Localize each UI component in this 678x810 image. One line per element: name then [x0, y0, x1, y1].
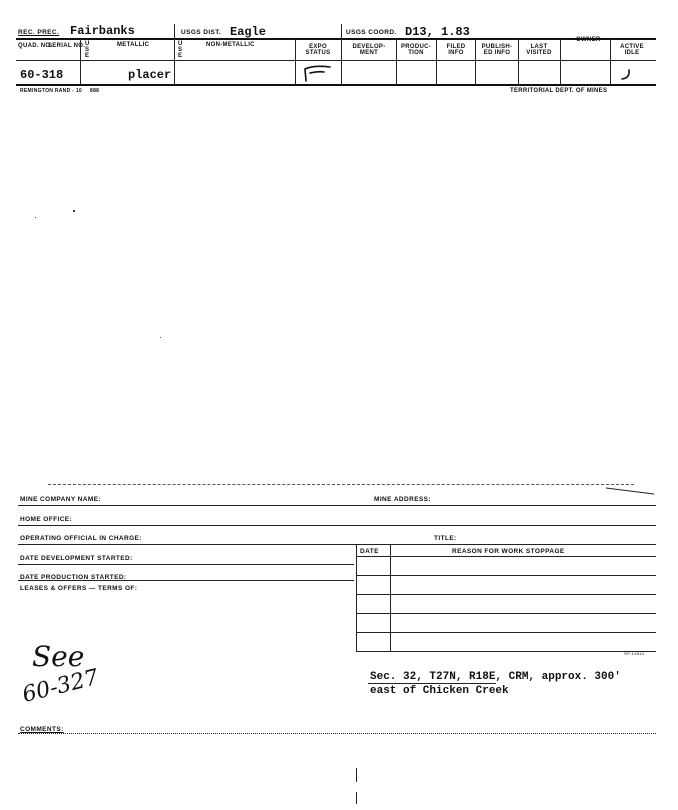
metallic-value: placer [128, 68, 172, 82]
production-label: PRODUC- TION [400, 44, 432, 56]
col-divider [610, 39, 611, 84]
date-development-rule [18, 564, 354, 565]
rec-prec-label: REC. PREC. [18, 29, 60, 36]
comments-rule [18, 733, 656, 734]
location-underline [368, 683, 496, 684]
comments-label: COMMENTS: [20, 726, 64, 733]
nonmetallic-label: NON-METALLIC [206, 42, 255, 48]
published-info-label: PUBLISH- ED INFO [481, 44, 513, 56]
col-divider [174, 24, 175, 84]
header-bottom-rule [16, 84, 656, 86]
card-footer-right: TERRITORIAL DEPT. OF MINES [510, 88, 608, 94]
card-footer-left: REMINGTON RAND - 10 [20, 88, 83, 94]
active-idle-label: ACTIVE IDLE [620, 44, 644, 56]
form-corner-stroke [604, 486, 656, 496]
table-header-rule [356, 556, 656, 557]
col-divider [475, 39, 476, 84]
filed-info-label: FILED INFO [446, 44, 466, 56]
handwritten-see: See [32, 640, 85, 673]
table-date-divider [390, 544, 391, 652]
col-divider [560, 39, 561, 84]
rec-prec-value: Fairbanks [70, 24, 135, 38]
home-office-label: HOME OFFICE: [20, 516, 73, 523]
development-label: DEVELOP- MENT [352, 44, 386, 56]
table-row-rule [356, 613, 656, 614]
use-letters-metallic: U S E [85, 41, 90, 59]
date-production-rule [18, 580, 354, 581]
title-label: TITLE: [434, 535, 457, 542]
handwritten-reference: 60-327 [19, 665, 102, 708]
form-number: SP-14814 [624, 651, 645, 656]
quad-label: QUAD. NO. [18, 43, 53, 49]
metallic-label: METALLIC [117, 42, 150, 48]
reason-column-header: REASON FOR WORK STOPPAGE [452, 548, 565, 555]
table-row-rule [356, 575, 656, 576]
date-development-label: DATE DEVELOPMENT STARTED: [20, 555, 133, 562]
mine-address-label: MINE ADDRESS: [374, 496, 431, 503]
usgs-dist-value: Eagle [230, 25, 267, 39]
quad-serial-value: 60-318 [20, 68, 64, 82]
location-line-1: Sec. 32, T27N, R18E, CRM, approx. 300' [370, 671, 621, 683]
table-left-border [356, 544, 357, 652]
speck [160, 337, 161, 338]
col-divider [518, 39, 519, 84]
operating-official-label: OPERATING OFFICIAL IN CHARGE: [20, 535, 142, 542]
col-divider [396, 39, 397, 84]
date-column-header: DATE [360, 548, 379, 555]
mine-company-rule [18, 505, 656, 506]
col-divider [295, 39, 296, 84]
active-idle-mark-icon [616, 66, 636, 82]
col-divider [436, 39, 437, 84]
table-row-rule [356, 632, 656, 633]
operating-official-rule [18, 544, 656, 545]
speck [35, 217, 36, 218]
use-letters-nonmetallic: U S E [178, 41, 183, 59]
bottom-tick [356, 768, 357, 782]
expo-status-label: EXPO STATUS [305, 44, 331, 56]
col-divider [341, 24, 342, 84]
speck [73, 210, 75, 212]
home-office-rule [18, 525, 656, 526]
col-divider [80, 39, 81, 84]
location-line-2: east of Chicken Creek [370, 685, 509, 697]
card-footer-code: 888 [90, 88, 100, 94]
usgs-coord-label: USGS COORD. [346, 29, 397, 36]
date-production-label: DATE PRODUCTION STARTED: [20, 574, 127, 581]
table-row-rule [356, 594, 656, 595]
usgs-coord-value: D13, 1.83 [405, 25, 470, 39]
last-visited-label: LAST VISITED [526, 44, 552, 56]
owner-label: OWNER [576, 37, 601, 43]
expo-status-checkmark-icon [300, 63, 334, 83]
usgs-dist-label: USGS DIST. [181, 29, 222, 36]
leases-offers-label: LEASES & OFFERS — TERMS OF: [20, 585, 138, 592]
bottom-tick [356, 792, 357, 804]
mine-company-label: MINE COMPANY NAME: [20, 496, 101, 503]
form-top-dashed-rule [48, 484, 634, 485]
serial-label: SERIAL NO. [48, 43, 86, 49]
table-bottom-rule [356, 651, 656, 652]
